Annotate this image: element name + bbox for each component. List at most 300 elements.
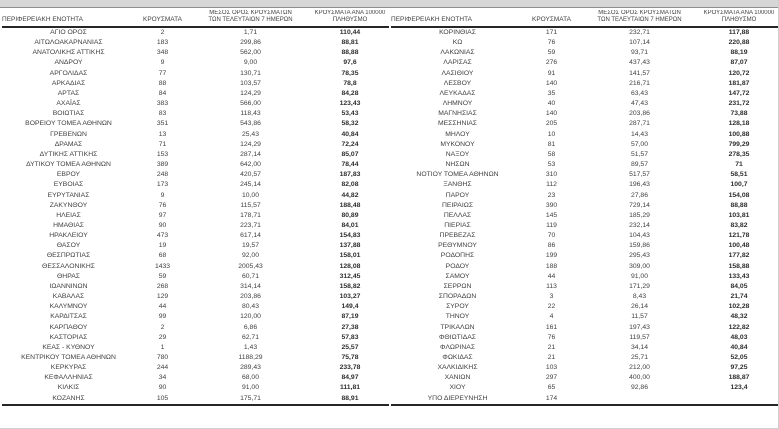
per100k-value: 154,08 [728,191,750,199]
cases-value: 65 [547,384,556,392]
table-row [391,272,778,282]
per100k-value: 84,97 [341,374,359,382]
table-row [391,140,778,150]
avg7-value: 51,57 [630,150,648,158]
cases-value: 4 [549,313,554,321]
region-name: ΣΕΡΡΩΝ [443,282,472,290]
region-name: ΚΟΖΑΝΗΣ [52,394,85,402]
table-row [391,292,778,302]
region-name: ΒΟΙΩΤΙΑΣ [52,110,85,118]
avg7-value: 299,86 [240,39,261,47]
avg7-value: 10,00 [241,191,259,199]
per100k-value: 100,7 [730,181,748,189]
region-name: ΔΥΤΙΚΟΥ ΤΟΜΕΑ ΑΘΗΝΩΝ [26,161,111,169]
table-row [2,99,389,109]
per100k-value: 84,28 [341,89,359,97]
avg7-value: 115,57 [240,201,261,209]
header-avg7-line1: ΜΕΣΟΣ ΟΡΟΣ ΚΡΟΥΣΜΑΤΩΝ [598,10,681,16]
region-name: ΣΠΟΡΑΔΩΝ [438,293,477,301]
per100k-value: 52,05 [730,354,748,361]
avg7-value: 1188,29 [238,354,263,361]
avg7-value: 11,57 [631,313,648,321]
region-name: ΑΡΚΑΔΙΑΣ [51,79,86,87]
cases-value: 13 [158,130,167,138]
cases-value: 105 [156,394,169,402]
region-name: ΣΑΜΟΥ [445,272,470,280]
avg7-value: 216,71 [629,79,650,87]
per100k-value: 97,6 [343,59,357,67]
header-avg7-line1: ΜΕΣΟΣ ΟΡΟΣ ΚΡΟΥΣΜΑΤΩΝ [209,10,292,16]
cases-value: 199 [545,252,558,260]
table-row [2,130,389,140]
table-row [391,180,778,190]
cases-value: 97 [158,211,167,219]
per100k-value: 103,81 [728,211,750,219]
cases-value: 2 [160,323,165,331]
per100k-value: 71 [735,161,743,169]
avg7-value: 92,00 [241,252,259,260]
per100k-value: 58,51 [730,171,748,179]
cases-value: 173 [156,181,169,189]
table-row [391,130,778,140]
per100k-value: 233,78 [339,364,361,372]
avg7-value: 543,86 [240,120,261,128]
region-name: ΜΥΚΟΝΟΥ [440,140,475,148]
avg7-value: 104,43 [629,232,650,240]
cases-value: 88 [158,79,167,87]
cases-value: 113 [546,282,557,290]
cases-value: 99 [158,313,167,321]
cases-value: 58 [547,150,556,158]
per100k-value: 85,07 [341,150,359,158]
avg7-value: 118,43 [240,110,261,118]
per100k-value: 57,83 [341,333,359,341]
table-row [391,241,778,251]
region-name: ΜΕΣΣΗΝΙΑΣ [437,120,478,128]
cases-value: 297 [545,374,558,382]
cases-value: 153 [156,150,169,158]
per100k-value: 75,78 [341,354,359,361]
region-name: ΑΧΑΪΑΣ [56,100,81,108]
per100k-value: 88,19 [730,49,748,57]
avg7-value: 232,14 [629,221,650,229]
region-name: ΑΡΓΟΛΙΔΑΣ [49,69,88,77]
cases-value: 19 [158,242,167,250]
header-avg7 [190,10,311,27]
cases-value: 9 [160,59,165,67]
avg7-value: 25,71 [630,354,648,361]
cases-value: 268 [156,282,169,290]
table-row [2,180,389,190]
table-row [2,150,389,160]
cases-value: 71 [158,140,167,148]
table-row [391,58,778,68]
table-row [2,363,389,373]
per100k-value: 111,81 [339,384,361,392]
table-row [2,343,389,353]
cases-value: 81 [547,140,556,148]
cases-value: 84 [158,89,167,97]
table-row [2,191,389,201]
per100k-value: 82,08 [341,181,359,189]
avg7-value: 120,00 [240,313,261,321]
cases-value: 174 [545,394,558,402]
cases-value: 780 [156,354,169,361]
avg7-value: 60,71 [241,272,259,280]
cases-value: 34 [158,374,167,382]
per100k-value: 181,87 [728,79,750,87]
table-row [391,312,778,322]
cases-value: 76 [547,39,556,47]
table-row [2,211,389,221]
avg7-value: 91,00 [630,272,648,280]
cases-value: 351 [156,120,169,128]
cases-value: 35 [547,89,556,97]
per100k-value: 80,89 [341,211,359,219]
avg7-value: 80,43 [241,303,259,311]
region-name: ΔΥΤΙΚΗΣ ΑΤΤΙΚΗΣ [39,150,98,158]
avg7-value: 203,86 [240,293,261,301]
avg7-value: 185,29 [629,211,650,219]
per100k-value: 117,88 [728,29,750,36]
avg7-value: 196,43 [629,181,650,189]
table-row [2,58,389,68]
per100k-value: 123,43 [339,100,361,108]
avg7-value: 62,71 [241,333,259,341]
avg7-value: 8,43 [632,293,647,301]
cases-value: 140 [545,79,558,87]
table-row [391,383,778,393]
avg7-value: 130,71 [240,69,261,77]
avg7-value: 68,00 [241,374,259,382]
region-name: ΕΥΒΟΙΑΣ [53,181,84,189]
per100k-value: 154,83 [339,232,361,240]
region-name: ΝΗΣΩΝ [445,161,470,169]
region-name: ΚΙΛΚΙΣ [57,384,80,392]
per100k-value: 187,83 [339,171,361,179]
cases-value: 383 [156,100,169,108]
cases-value: 188 [545,262,558,270]
region-name: ΧΑΝΙΩΝ [444,374,471,382]
table-row [2,38,389,48]
per100k-value: 799,29 [728,140,750,148]
header-per100k-line2: ΠΛΗΘΥΣΜΟ [721,17,757,23]
table-row [2,251,389,261]
region-name: ΑΝΑΤΟΛΙΚΗΣ ΑΤΤΙΚΗΣ [32,49,105,57]
cases-value: 68 [158,252,167,260]
cases-value: 76 [158,201,167,209]
per100k-value: 120,72 [728,69,750,77]
window-top-bar [0,0,779,8]
region-name: ΗΛΕΙΑΣ [56,211,81,219]
per100k-value: 44,82 [341,191,359,199]
cases-value: 77 [158,69,167,77]
region-name: ΘΕΣΣΑΛΟΝΙΚΗΣ [42,262,95,270]
per100k-value: 137,88 [339,242,361,250]
per100k-value: 103,27 [339,293,361,301]
table-row [391,160,778,170]
avg7-value: 566,00 [240,100,261,108]
table-row [391,394,778,405]
table-row [2,89,389,99]
region-name: ΡΟΔΟΥ [445,262,470,270]
cases-value: 119 [546,221,557,229]
region-name: ΜΗΛΟΥ [445,130,470,138]
per100k-value: 25,57 [341,343,359,351]
cases-value: 44 [158,303,167,311]
avg7-value: 1,71 [243,29,258,36]
table-row [391,343,778,353]
table-row [2,231,389,241]
avg7-value: 124,29 [240,89,261,97]
cases-value: 161 [545,323,558,331]
table-row [2,383,389,393]
table-row [391,109,778,119]
avg7-value: 1,43 [243,343,258,351]
table-row [2,323,389,333]
table-row [391,191,778,201]
cases-value: 90 [158,384,167,392]
table-row [2,170,389,180]
region-name: ΤΗΝΟΥ [445,313,470,321]
avg7-value: 107,14 [629,39,650,47]
table-row [391,251,778,261]
per100k-value: 84,01 [341,221,359,229]
avg7-value: 178,71 [240,211,261,219]
table-row [391,333,778,343]
table-header-row [2,10,389,27]
region-name: ΧΙΟΥ [449,384,466,392]
region-name: ΒΟΡΕΙΟΥ ΤΟΜΕΑ ΑΘΗΝΩΝ [25,120,112,128]
table-row [391,231,778,241]
per100k-value: 88,88 [730,201,748,209]
cases-value: 348 [156,49,169,57]
table-row [391,119,778,129]
region-name: ΗΜΑΘΙΑΣ [53,221,84,229]
region-name: ΠΙΕΡΙΑΣ [444,221,471,229]
avg7-value: 287,71 [629,120,650,128]
region-name: ΚΕΝΤΡΙΚΟΥ ΤΟΜΕΑ ΑΘΗΝΩΝ [21,354,116,361]
avg7-value: 212,00 [629,364,650,372]
table-row [2,272,389,282]
avg7-value: 91,00 [241,384,259,392]
per100k-value: 27,38 [341,323,359,331]
cases-value: 310 [545,171,558,179]
per100k-value: 48,03 [730,333,748,341]
table-row [391,170,778,180]
per100k-value: 123,4 [730,384,748,392]
avg7-value: 103,57 [240,79,261,87]
table-row [391,221,778,231]
cases-value: 40 [547,100,556,108]
region-name: ΥΠΟ ΔΙΕΡΕΥΝΗΣΗ [427,394,488,402]
table-row [2,48,389,58]
table-row [391,373,778,383]
avg7-value: 27,86 [630,191,648,199]
avg7-value: 6,86 [243,323,258,331]
per100k-value: 278,35 [728,150,750,158]
table-row [2,292,389,302]
per100k-value: 87,19 [341,313,359,321]
per100k-value: 147,72 [728,89,750,97]
region-name: ΛΕΣΒΟΥ [443,79,472,87]
table-row [391,38,778,48]
region-name: ΗΡΑΚΛΕΙΟΥ [49,232,88,240]
avg7-value: 197,43 [629,323,650,331]
table-row [2,373,389,383]
table-row [2,119,389,129]
header-per100k [311,10,389,27]
per100k-value: 158,01 [339,252,361,260]
table-row [391,201,778,211]
table-row [391,79,778,89]
per100k-value: 78,8 [343,79,357,87]
avg7-value: 93,71 [630,49,648,57]
header-per100k-line1: ΚΡΟΥΣΜΑΤΑ ΑΝΑ 100000 [314,10,386,16]
header-region: ΠΕΡΙΦΕΡΕΙΑΚΗ ΕΝΟΤΗΤΑ [391,16,472,23]
cases-table-left [2,10,389,406]
region-name: ΠΡΕΒΕΖΑΣ [439,232,476,240]
avg7-value: 420,57 [240,171,261,179]
per100k-value: 177,82 [728,252,750,260]
region-name: ΧΑΛΚΙΔΙΚΗΣ [437,364,478,372]
cases-value: 23 [547,191,556,199]
per100k-value: 53,43 [341,110,359,118]
avg7-value: 2005,43 [238,262,263,270]
per100k-value: 78,44 [341,161,359,169]
cases-value: 248 [156,171,169,179]
per100k-value: 133,43 [728,272,750,280]
table-row [2,140,389,150]
region-name: ΘΗΡΑΣ [57,272,80,280]
avg7-value: 92,86 [630,384,648,392]
per100k-value: 121,78 [728,232,750,240]
per100k-value: 88,88 [341,49,359,57]
table-row [391,89,778,99]
avg7-value: 124,29 [240,140,261,148]
per100k-value: 312,45 [339,272,361,280]
region-name: ΛΑΚΩΝΙΑΣ [440,49,475,57]
avg7-value: 63,43 [630,89,648,97]
avg7-value: 562,00 [240,49,261,57]
avg7-value: 517,57 [629,171,650,179]
table-row [391,48,778,58]
region-name: ΚΑΣΤΟΡΙΑΣ [49,333,88,341]
per100k-value: 188,87 [728,374,750,382]
cases-value: 3 [549,293,554,301]
table-header-row [391,10,778,27]
table-row [2,302,389,312]
table-row [2,160,389,170]
region-name: ΠΕΛΛΑΣ [443,211,472,219]
per100k-value: 110,44 [339,29,361,36]
region-name: ΑΝΔΡΟΥ [54,59,83,67]
per100k-value: 84,05 [730,282,748,290]
region-name: ΘΑΣΟΥ [56,242,81,250]
region-name: ΛΕΥΚΑΔΑΣ [439,89,476,97]
cases-value: 70 [547,232,556,240]
avg7-value: 729,14 [629,201,650,209]
per100k-value: 158,88 [728,262,750,270]
region-name: ΤΡΙΚΑΛΩΝ [440,323,475,331]
cases-value: 2 [160,29,165,36]
region-name: ΖΑΚΥΝΘΟΥ [49,201,88,209]
cases-value: 112 [546,181,557,189]
avg7-value [579,394,700,405]
header-avg7 [579,10,700,27]
cases-value: 103 [545,364,558,372]
avg7-value: 295,43 [629,252,650,260]
per100k-value: 88,81 [341,39,359,47]
per100k-value: 58,32 [341,120,359,128]
table-row [2,69,389,79]
avg7-value: 119,57 [629,333,650,341]
cases-value: 244 [156,364,169,372]
table-row [2,333,389,343]
region-name: ΝΑΞΟΥ [445,150,470,158]
cases-value: 10 [547,130,556,138]
table-row [391,27,778,38]
region-name: ΛΑΣΙΘΙΟΥ [441,69,474,77]
table-row [391,282,778,292]
header-cases: ΚΡΟΥΣΜΑΤΑ [532,16,571,23]
avg7-value: 34,14 [630,343,648,351]
table-row [391,262,778,272]
avg7-value: 26,14 [630,303,648,311]
region-name: ΕΒΡΟΥ [56,171,81,179]
per100k-value: 122,82 [728,323,750,331]
header-per100k-line2: ΠΛΗΘΥΣΜΟ [332,17,368,23]
region-name: ΝΟΤΙΟΥ ΤΟΜΕΑ ΑΘΗΝΩΝ [416,171,499,179]
header-per100k [700,10,778,27]
avg7-value: 314,14 [240,282,261,290]
per100k-value: 40,84 [341,130,359,138]
per100k-value: 88,91 [341,394,359,402]
cases-value: 9 [160,191,165,199]
region-name: ΑΙΤΩΛΟΑΚΑΡΝΑΝΙΑΣ [34,39,103,47]
cases-table-right [391,10,778,406]
cases-value: 83 [158,110,167,118]
per100k-value: 87,07 [730,59,748,67]
avg7-value: 171,29 [629,282,650,290]
per100k-value: 158,82 [339,282,361,290]
region-name: ΡΕΘΥΜΝΟΥ [438,242,477,250]
region-name: ΡΟΔΟΠΗΣ [440,252,475,260]
avg7-value: 289,43 [240,364,261,372]
per100k-value: 48,32 [730,313,748,321]
per100k-value: 73,88 [730,110,748,118]
per100k-value: 128,08 [339,262,361,270]
cases-value: 59 [547,49,556,57]
per100k-value: 72,24 [341,140,359,148]
avg7-value: 89,57 [630,161,648,169]
cases-value: 183 [156,39,169,47]
region-name: ΚΕΦΑΛΛΗΝΙΑΣ [44,374,93,382]
region-name: ΚΕΑΣ - ΚΥΘΝΟΥ [42,343,95,351]
region-name: ΔΡΑΜΑΣ [54,140,83,148]
region-name: ΚΑΒΑΛΑΣ [52,293,85,301]
region-name: ΜΑΓΝΗΣΙΑΣ [438,110,477,118]
table-row [2,201,389,211]
cases-value: 76 [547,333,556,341]
avg7-value: 14,43 [630,130,648,138]
per100k-value: 128,18 [728,120,750,128]
cases-value: 205 [545,120,558,128]
avg7-value: 245,14 [240,181,261,189]
region-name: ΠΕΙΡΑΙΩΣ [441,201,474,209]
header-avg7-line2: ΤΩΝ ΤΕΛΕΥΤΑΙΩΝ 7 ΗΜΕΡΩΝ [208,17,293,23]
region-name: ΞΑΝΘΗΣ [443,181,472,189]
